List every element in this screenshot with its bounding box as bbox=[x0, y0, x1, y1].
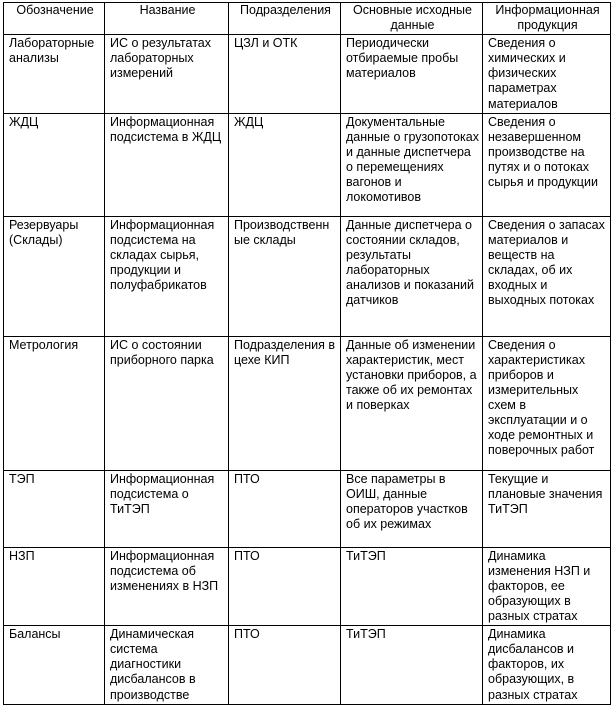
table-cell: ИС о результатах лабораторных измерений bbox=[105, 35, 229, 113]
table-row bbox=[4, 547, 611, 625]
data-table bbox=[3, 2, 611, 705]
table-cell: Информационная подсистема об изменениях в НЗП bbox=[105, 547, 229, 625]
table-cell: Резервуары (Склады) bbox=[4, 216, 105, 336]
header-designation: Обозначение bbox=[4, 3, 105, 35]
table-cell: ПТО bbox=[229, 470, 341, 547]
table-row bbox=[4, 336, 611, 470]
table-cell: Балансы bbox=[4, 626, 105, 704]
table-row bbox=[4, 626, 611, 704]
table-cell: НЗП bbox=[4, 547, 105, 625]
table-row bbox=[4, 113, 611, 216]
header-row bbox=[4, 3, 611, 35]
table-row bbox=[4, 216, 611, 336]
table-cell: Динамика изменения НЗП и факторов, ее образующих в разных стратах bbox=[483, 547, 611, 625]
table-cell: ТиТЭП bbox=[341, 626, 483, 704]
table-cell: ПТО bbox=[229, 626, 341, 704]
table-cell: Метрология bbox=[4, 336, 105, 470]
table-cell: Информационная подсистема в ЖДЦ bbox=[105, 113, 229, 216]
table-cell: ИС о состоянии приборного парка bbox=[105, 336, 229, 470]
table-cell: Периодически отбираемые пробы материалов bbox=[341, 35, 483, 113]
header-name: Название bbox=[105, 3, 229, 35]
header-source-data: Основные исходные данные bbox=[341, 3, 483, 35]
table-cell: Документальные данные о грузопотоках и данные диспетчера о перемещениях вагонов и локомотивов bbox=[341, 113, 483, 216]
table-cell: ПТО bbox=[229, 547, 341, 625]
table-cell: Данные об изменении характеристик, мест установки приборов, а также об их ремонтах и поверках bbox=[341, 336, 483, 470]
table-cell: Сведения о характеристиках приборов и измерительных схем в эксплуатации и о ходе ремонтных и поверочных работ bbox=[483, 336, 611, 470]
table-cell: Сведения о запасах материалов и веществ на складах, об их входных и выходных потоках bbox=[483, 216, 611, 336]
table-cell: Все параметры в ОИШ, данные операторов участков об их режимах bbox=[341, 470, 483, 547]
table-cell: Подразделения в цехе КИП bbox=[229, 336, 341, 470]
table-cell: Сведения о химических и физических параметрах материалов bbox=[483, 35, 611, 113]
table-cell: Динамика дисбалансов и факторов, их образующих, в разных стратах bbox=[483, 626, 611, 704]
table-cell: ТиТЭП bbox=[341, 547, 483, 625]
table-row bbox=[4, 35, 611, 113]
header-information-product: Информационная продукция bbox=[483, 3, 611, 35]
table-cell: Информационная подсистема на складах сырья, продукции и полуфабрикатов bbox=[105, 216, 229, 336]
table-cell: Динамическая система диагностики дисбалансов в производстве bbox=[105, 626, 229, 704]
table-row bbox=[4, 470, 611, 547]
table-cell: ЖДЦ bbox=[229, 113, 341, 216]
table-cell: Лабораторные анализы bbox=[4, 35, 105, 113]
table-cell: ЖДЦ bbox=[4, 113, 105, 216]
table-cell: Сведения о незавершенном производстве на путях и о потоках сырья и продукции bbox=[483, 113, 611, 216]
table-cell: ТЭП bbox=[4, 470, 105, 547]
table-cell: Производственные склады bbox=[229, 216, 341, 336]
table-cell: Текущие и плановые значения ТиТЭП bbox=[483, 470, 611, 547]
table-cell: ЦЗЛ и ОТК bbox=[229, 35, 341, 113]
table-cell: Информационная подсистема о ТиТЭП bbox=[105, 470, 229, 547]
header-departments: Подразделения bbox=[229, 3, 341, 35]
table-cell: Данные диспетчера о состоянии складов, результаты лабораторных анализов и показаний датчиков bbox=[341, 216, 483, 336]
